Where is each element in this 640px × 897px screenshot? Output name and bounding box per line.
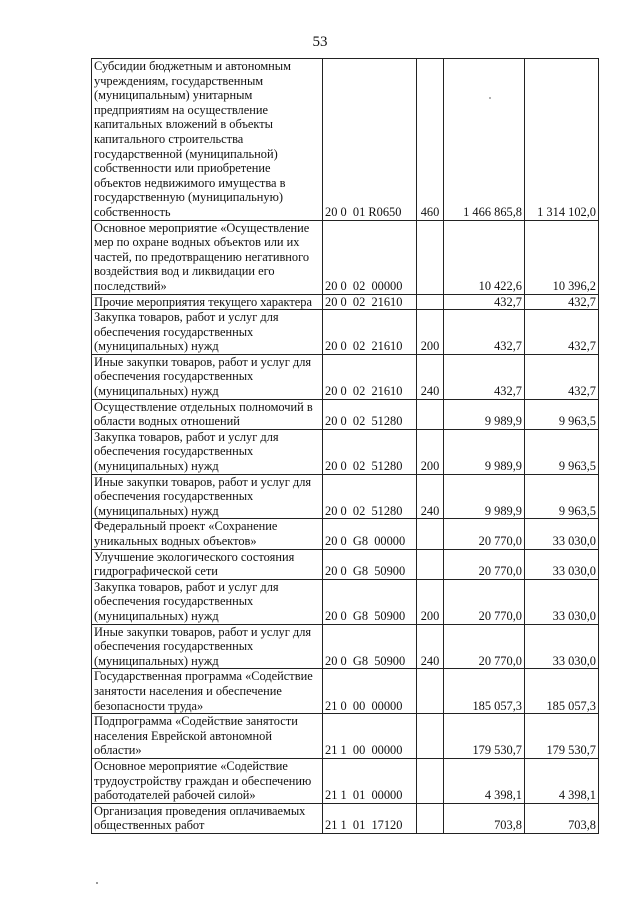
- row-expense-type: 200: [417, 579, 444, 624]
- row-sum-year-2: 9 963,5: [525, 399, 599, 429]
- row-sum-year-1: 703,8: [444, 803, 525, 833]
- row-name: Субсидии бюджетным и автономным учреждениям, государственным (муниципальным) унитарным предприятиям на осуществление капитальных вложений в объекты капитального строительства государственной (муниципальной) собственности или приобретение объектов недвижимого имущества в государственную (муниципальную) собственность: [92, 59, 323, 221]
- table-row: [92, 220, 599, 294]
- table-row: [92, 310, 599, 355]
- row-expense-type: [417, 294, 444, 310]
- row-sum-year-1: 20 770,0: [444, 579, 525, 624]
- row-expense-type: [417, 220, 444, 294]
- table-row: [92, 399, 599, 429]
- scan-speck: [489, 97, 491, 99]
- row-code: 21 1 00 00000: [323, 714, 417, 759]
- table-row: [92, 294, 599, 310]
- row-expense-type: 240: [417, 474, 444, 519]
- row-sum-year-1: 185 057,3: [444, 669, 525, 714]
- row-code: 20 0 02 21610: [323, 294, 417, 310]
- table-row: [92, 579, 599, 624]
- row-sum-year-1: 10 422,6: [444, 220, 525, 294]
- row-expense-type: [417, 803, 444, 833]
- row-name: Организация проведения оплачиваемых общественных работ: [92, 803, 323, 833]
- row-expense-type: [417, 714, 444, 759]
- page-number: 53: [312, 34, 328, 50]
- row-sum-year-2: 4 398,1: [525, 758, 599, 803]
- row-name: Прочие мероприятия текущего характера: [92, 294, 323, 310]
- table-row: [92, 758, 599, 803]
- table-row: [92, 474, 599, 519]
- row-sum-year-1: 20 770,0: [444, 549, 525, 579]
- row-name: Осуществление отдельных полномочий в области водных отношений: [92, 399, 323, 429]
- row-name: Закупка товаров, работ и услуг для обеспечения государственных (муниципальных) нужд: [92, 579, 323, 624]
- row-name: Государственная программа «Содействие занятости населения и обеспечение безопасности труда»: [92, 669, 323, 714]
- row-name: Улучшение экологического состояния гидрографической сети: [92, 549, 323, 579]
- row-sum-year-1: 9 989,9: [444, 474, 525, 519]
- row-name: Закупка товаров, работ и услуг для обеспечения государственных (муниципальных) нужд: [92, 310, 323, 355]
- row-sum-year-2: 9 963,5: [525, 429, 599, 474]
- table-row: [92, 624, 599, 669]
- row-sum-year-1: 179 530,7: [444, 714, 525, 759]
- row-code: 20 0 02 21610: [323, 354, 417, 399]
- row-code: 21 0 00 00000: [323, 669, 417, 714]
- row-name: Основное мероприятие «Осуществление мер по охране водных объектов или их частей, по предотвращению негативного воздействия вод и ликвидации его последствий»: [92, 220, 323, 294]
- row-name: Закупка товаров, работ и услуг для обеспечения государственных (муниципальных) нужд: [92, 429, 323, 474]
- row-sum-year-1: 432,7: [444, 310, 525, 355]
- row-code: 20 0 02 51280: [323, 474, 417, 519]
- row-name: Федеральный проект «Сохранение уникальных водных объектов»: [92, 519, 323, 549]
- row-code: 21 1 01 17120: [323, 803, 417, 833]
- row-sum-year-1: 4 398,1: [444, 758, 525, 803]
- row-sum-year-2: 703,8: [525, 803, 599, 833]
- row-sum-year-1: 20 770,0: [444, 519, 525, 549]
- row-sum-year-2: 432,7: [525, 354, 599, 399]
- row-expense-type: [417, 549, 444, 579]
- row-sum-year-2: 33 030,0: [525, 624, 599, 669]
- row-sum-year-2: 1 314 102,0: [525, 59, 599, 221]
- row-name: Подпрограмма «Содействие занятости населения Еврейской автономной области»: [92, 714, 323, 759]
- row-name: Иные закупки товаров, работ и услуг для обеспечения государственных (муниципальных) нужд: [92, 354, 323, 399]
- row-expense-type: 460: [417, 59, 444, 221]
- row-name: Иные закупки товаров, работ и услуг для обеспечения государственных (муниципальных) нужд: [92, 474, 323, 519]
- row-name: Иные закупки товаров, работ и услуг для обеспечения государственных (муниципальных) нужд: [92, 624, 323, 669]
- row-code: 20 0 G8 00000: [323, 519, 417, 549]
- table-row: [92, 669, 599, 714]
- row-expense-type: 200: [417, 429, 444, 474]
- row-sum-year-1: 1 466 865,8: [444, 59, 525, 221]
- budget-table: [91, 58, 599, 834]
- table-row: [92, 354, 599, 399]
- row-expense-type: 240: [417, 624, 444, 669]
- row-sum-year-1: 432,7: [444, 354, 525, 399]
- table-row: [92, 59, 599, 221]
- row-sum-year-2: 9 963,5: [525, 474, 599, 519]
- row-expense-type: [417, 669, 444, 714]
- row-code: 20 0 G8 50900: [323, 579, 417, 624]
- row-expense-type: [417, 399, 444, 429]
- row-sum-year-1: 9 989,9: [444, 429, 525, 474]
- row-sum-year-2: 33 030,0: [525, 519, 599, 549]
- row-expense-type: [417, 758, 444, 803]
- row-sum-year-2: 33 030,0: [525, 549, 599, 579]
- table-row: [92, 803, 599, 833]
- row-sum-year-2: 33 030,0: [525, 579, 599, 624]
- row-code: 21 1 01 00000: [323, 758, 417, 803]
- row-expense-type: 240: [417, 354, 444, 399]
- row-expense-type: [417, 519, 444, 549]
- row-sum-year-1: 432,7: [444, 294, 525, 310]
- row-sum-year-2: 185 057,3: [525, 669, 599, 714]
- table-row: [92, 549, 599, 579]
- table-row: [92, 714, 599, 759]
- row-code: 20 0 G8 50900: [323, 549, 417, 579]
- row-sum-year-1: 20 770,0: [444, 624, 525, 669]
- table-row: [92, 519, 599, 549]
- table-row: [92, 429, 599, 474]
- row-sum-year-2: 432,7: [525, 294, 599, 310]
- row-code: 20 0 02 21610: [323, 310, 417, 355]
- row-code: 20 0 02 51280: [323, 429, 417, 474]
- scan-speck: [96, 882, 98, 884]
- row-sum-year-2: 179 530,7: [525, 714, 599, 759]
- row-code: 20 0 02 51280: [323, 399, 417, 429]
- row-code: 20 0 G8 50900: [323, 624, 417, 669]
- row-code: 20 0 02 00000: [323, 220, 417, 294]
- row-name: Основное мероприятие «Содействие трудоустройству граждан и обеспечению работодателей рабочей силой»: [92, 758, 323, 803]
- row-sum-year-2: 10 396,2: [525, 220, 599, 294]
- row-sum-year-2: 432,7: [525, 310, 599, 355]
- row-sum-year-1: 9 989,9: [444, 399, 525, 429]
- row-code: 20 0 01 R0650: [323, 59, 417, 221]
- budget-table-body: [92, 59, 599, 834]
- row-expense-type: 200: [417, 310, 444, 355]
